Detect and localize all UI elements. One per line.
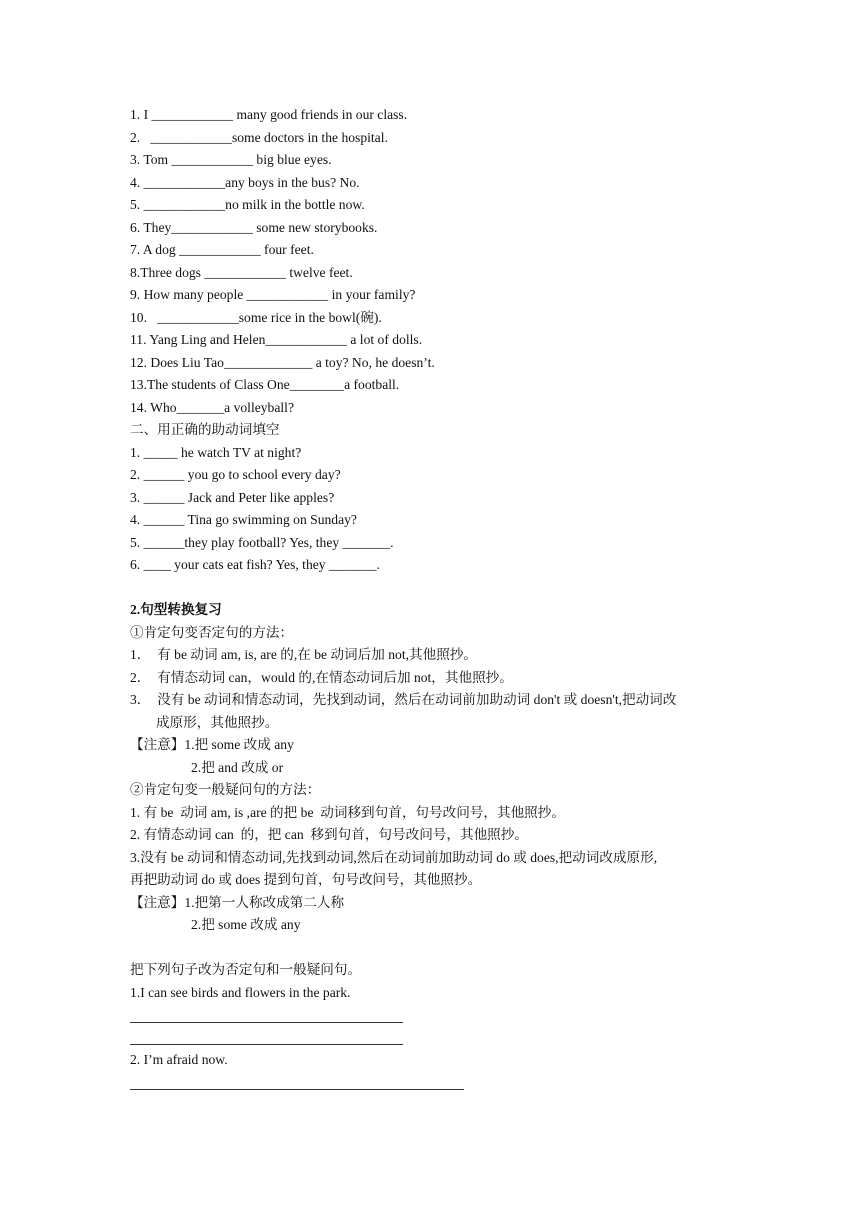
section-heading: 2.句型转换复习 [130, 602, 222, 617]
note-line: 2.把 and 改成 or [191, 759, 284, 775]
aux-item: 2. ______ you go to school every day? [130, 467, 341, 482]
fill-in-item: 12. Does Liu Tao_____________ a toy? No, he doesn’t. [130, 354, 435, 370]
answer-line [130, 1072, 740, 1095]
note-line: 2.把 some 改成 any [191, 917, 301, 932]
method-rule: 3.没有 be 动词和情态动词,先找到动词,然后在动词前加助动词 do 或 does,把动词改成原形, [130, 849, 658, 865]
fill-in-item: 2. ____________some doctors in the hospital. [130, 129, 388, 145]
exercise-instruction: 把下列句子改为否定句和一般疑问句。 [130, 962, 362, 977]
fill-in-item: 8.Three dogs ____________ twelve feet. [130, 264, 353, 280]
fill-in-list [130, 104, 740, 419]
fill-in-item: 11. Yang Ling and Helen____________ a lot of dolls. [130, 332, 423, 347]
exercise-question: 1.I can see birds and flowers in the park. [130, 984, 351, 1000]
worksheet-page [130, 104, 740, 1094]
aux-item: 5. ______they play football? Yes, they _______. [130, 534, 394, 550]
fill-in-item: 9. How many people ____________ in your family? [130, 287, 416, 302]
method-rule: 再把助动词 do 或 does 提到句首，句号改问号，其他照抄。 [130, 872, 482, 887]
aux-verb-section [130, 419, 740, 577]
answer-line [130, 1027, 740, 1050]
fill-in-item: 5. ____________no milk in the bottle now. [130, 197, 365, 212]
fill-in-item: 14. Who_______a volleyball? [130, 399, 294, 415]
method-rule: 1. 有 be 动词 am, is ,are 的把 be 动词移到句首，句号改问号，其他照抄。 [130, 804, 565, 820]
fill-in-item: 1. I ____________ many good friends in our class. [130, 107, 408, 122]
exercise-section [130, 959, 740, 1094]
aux-item: 6. ____ your cats eat fish? Yes, they _______. [130, 557, 380, 572]
method-rule: 2. 有情态动词 can 的，把 can 移到句首，句号改问号，其他照抄。 [130, 827, 528, 842]
spacer [130, 577, 740, 600]
aux-item: 1. _____ he watch TV at night? [130, 444, 302, 460]
transform-section [130, 599, 740, 937]
method-rule-continued: 成原形，其他照抄。 [156, 714, 279, 730]
fill-in-item: 4. ____________any boys in the bus? No. [130, 174, 360, 190]
method-title: ①肯定句变否定句的方法： [130, 624, 294, 640]
method-rule: 3． 没有 be 动词和情态动词，先找到动词，然后在动词前加助动词 don't 或 doesn't,把动词改 [130, 692, 677, 707]
exercise-question: 2. I’m afraid now. [130, 1052, 228, 1067]
fill-in-item: 6. They____________ some new storybooks. [130, 219, 378, 235]
note-line: 【注意】1.把第一人称改成第二人称 [130, 894, 345, 910]
fill-in-item: 3. Tom ____________ big blue eyes. [130, 152, 332, 167]
fill-in-item: 10. ____________some rice in the bowl(碗). [130, 309, 382, 325]
spacer [130, 937, 740, 960]
method-rule: 1． 有 be 动词 am, is, are 的,在 be 动词后加 not,其他照抄。 [130, 647, 477, 662]
method-title: ②肯定句变一般疑问句的方法： [130, 782, 321, 797]
answer-line [130, 1004, 740, 1027]
method-rule: 2． 有情态动词 can，would 的,在情态动词后加 not，其他照抄。 [130, 669, 513, 685]
aux-item: 4. ______ Tina go swimming on Sunday? [130, 512, 357, 527]
aux-item: 3. ______ Jack and Peter like apples? [130, 489, 335, 505]
note-line: 【注意】1.把 some 改成 any [130, 737, 294, 752]
fill-in-item: 13.The students of Class One________a football. [130, 377, 400, 392]
fill-in-item: 7. A dog ____________ four feet. [130, 242, 314, 257]
section-heading: 二、用正确的助动词填空 [130, 422, 280, 437]
